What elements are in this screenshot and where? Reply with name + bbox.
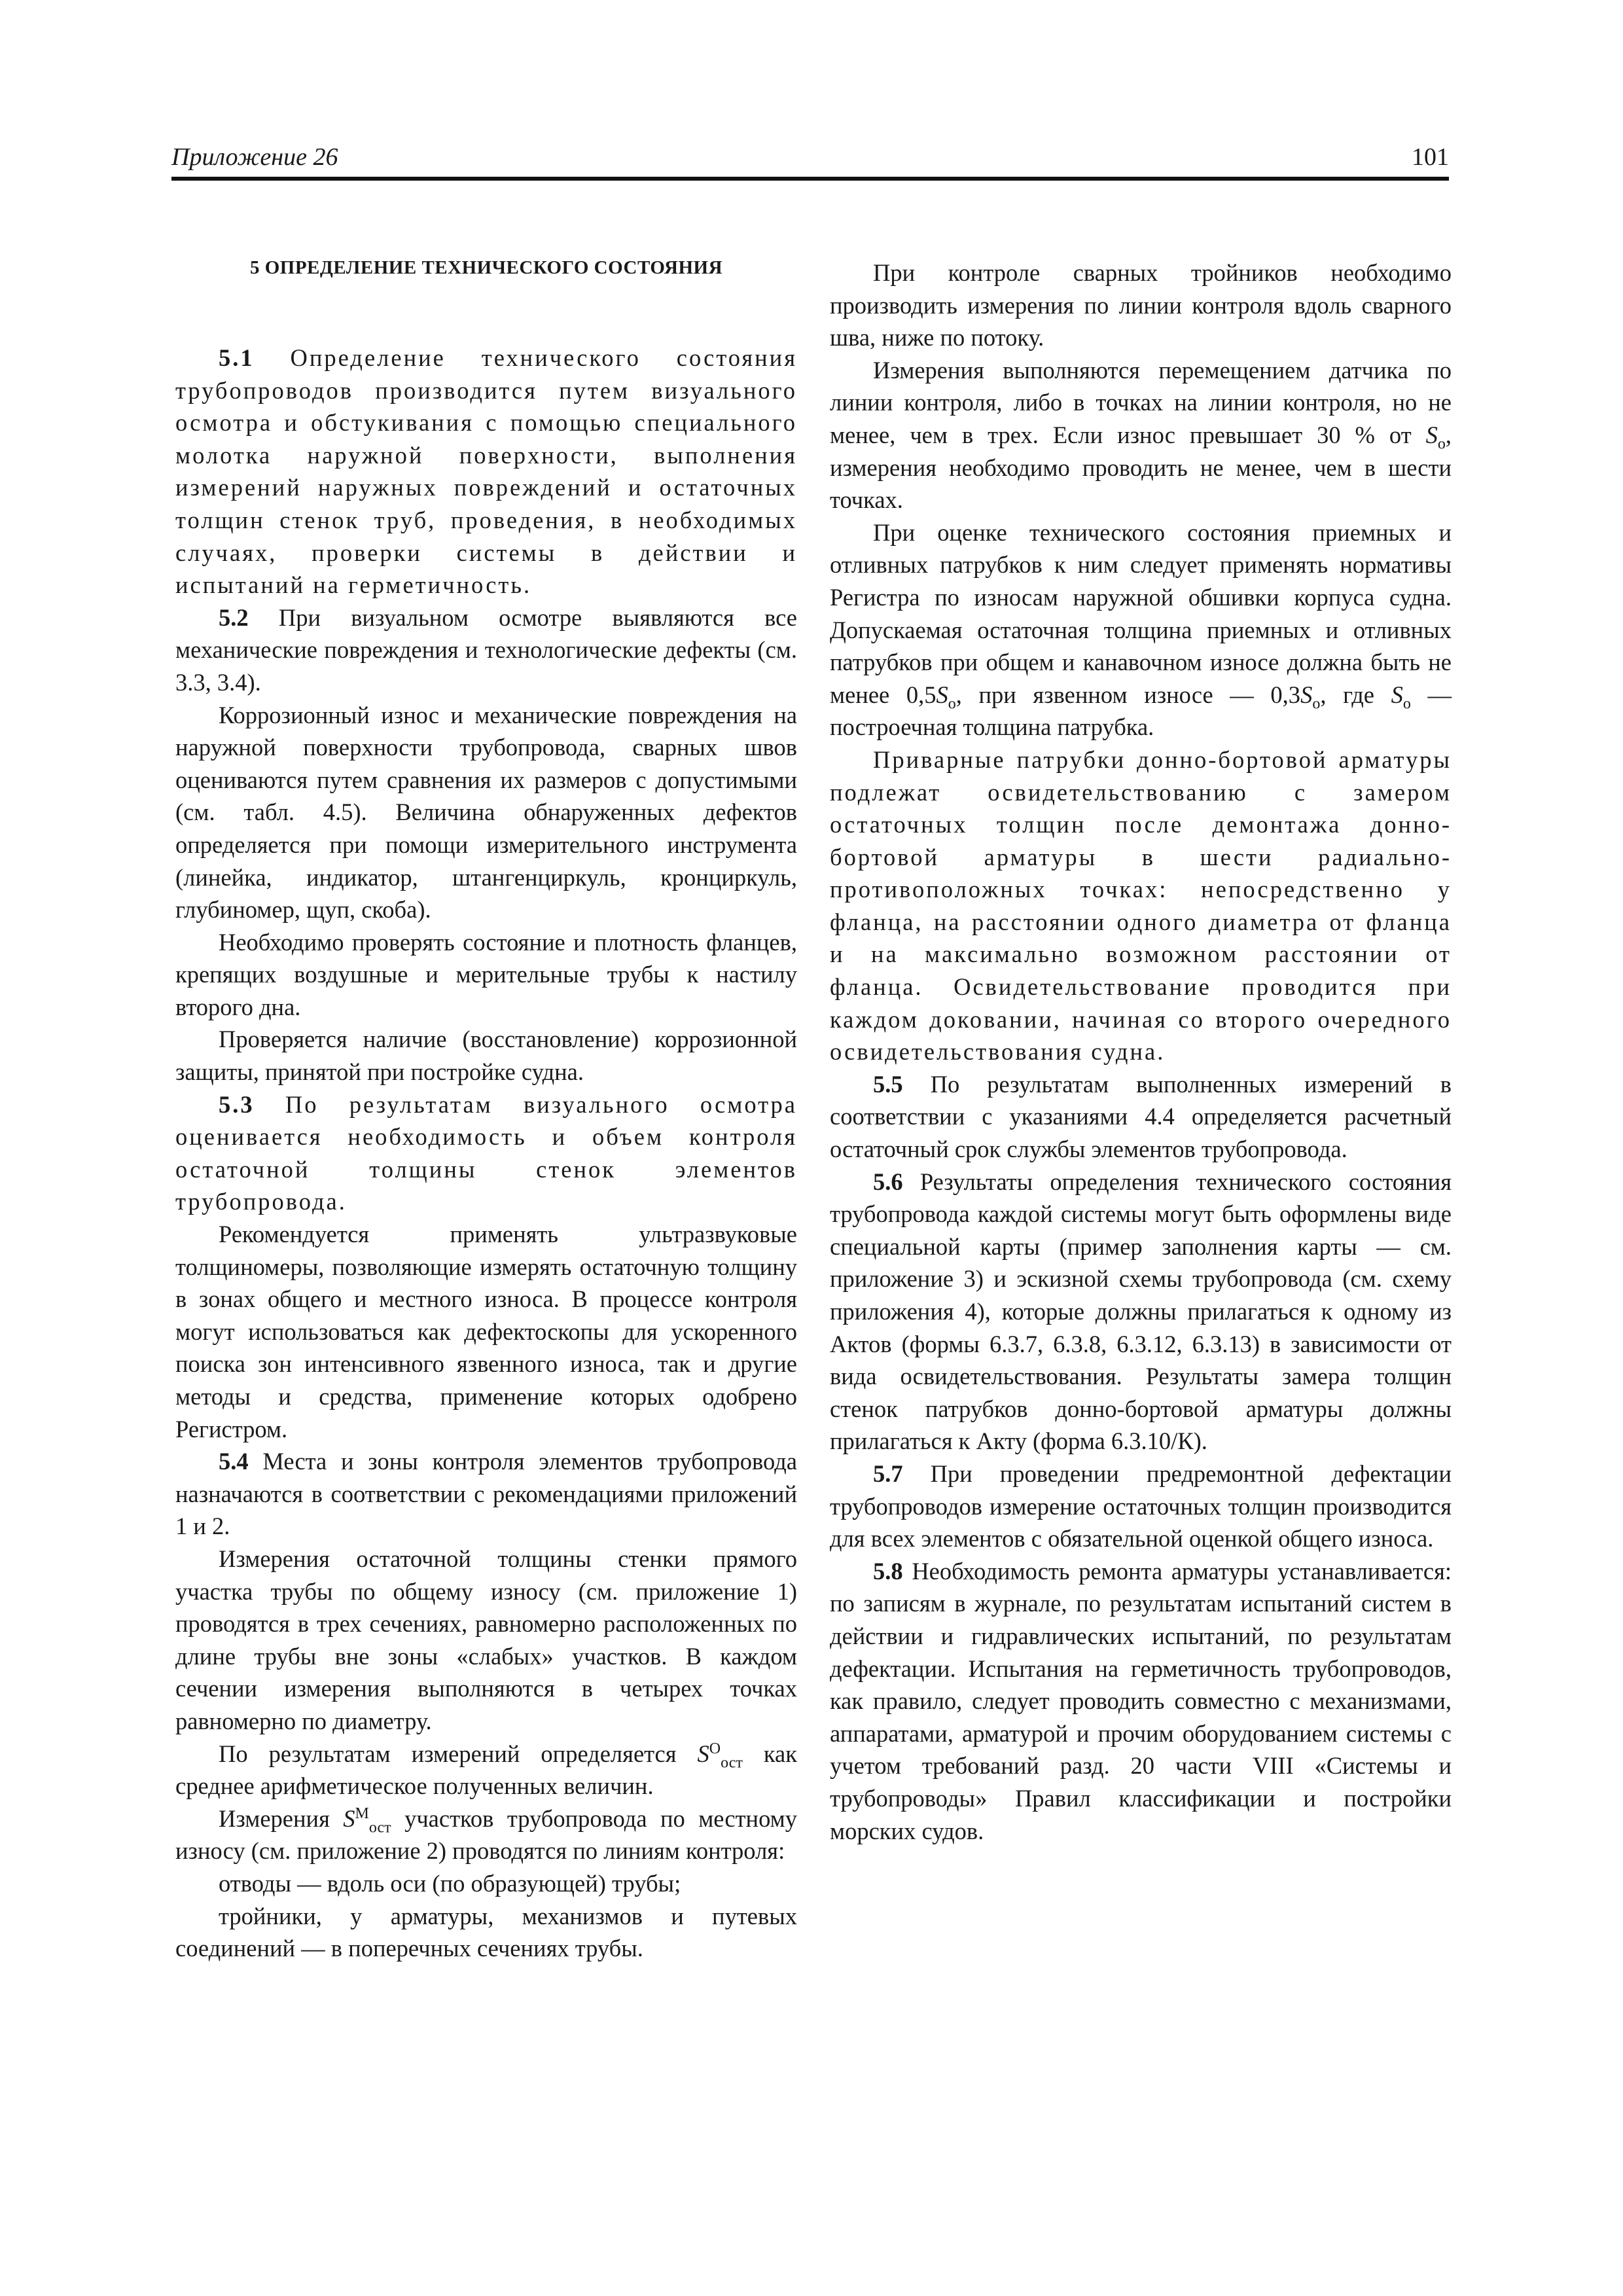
superscript: М — [355, 1804, 369, 1822]
paragraph-text: Места и зоны контроля элементов трубопровода назначаются в соответствии с рекомендациями приложений 1 и 2. — [175, 1448, 797, 1540]
clause-number: 5.5 — [873, 1070, 903, 1098]
paragraph-text: , где — [1320, 681, 1391, 708]
paragraph-text: , измерения необходимо проводить не менее, чем в шести точках. — [830, 421, 1452, 514]
subscript: ост — [721, 1753, 743, 1771]
paragraph-5-6 — [830, 1166, 1452, 1458]
paragraph — [830, 516, 1452, 744]
clause-number: 5.3 — [219, 1090, 255, 1118]
running-title: Приложение 26 — [171, 143, 338, 171]
paragraph — [175, 1803, 797, 1867]
symbol-s: S — [697, 1740, 709, 1767]
clause-number: 5.2 — [219, 603, 249, 631]
clause-number: 5.7 — [873, 1460, 903, 1487]
symbol-s: S — [1391, 681, 1403, 708]
page-header — [171, 143, 1449, 181]
paragraph: тройники, у арматуры, механизмов и путевых соединений — в поперечных сечениях трубы. — [175, 1902, 797, 1962]
clause-number: 5.4 — [219, 1448, 249, 1475]
paragraph-text: как среднее арифметическое полученных величин. — [175, 1740, 797, 1800]
paragraph-text: При оценке технического состояния приемных и отливных патрубков к ним следует применять нормативы Регистра по износам наружной обшивки корпуса судна. Допускаемая остаточная толщина приемных и отливных патрубков при общем и канавочном износе должна быть не менее 0,5 — [830, 518, 1452, 708]
paragraph-text: При визуальном осмотре выявляются все механические повреждения и технологические дефекты (см. 3.3, 3.4). — [175, 603, 797, 696]
paragraph-text: участков трубопровода по местному износу (см. приложение 2) проводятся по линиям контроля: — [175, 1804, 797, 1865]
clause-number: 5.1 — [219, 344, 255, 371]
paragraph-5-3 — [175, 1088, 797, 1218]
paragraph: Коррозионный износ и механические повреждения на наружной поверхности трубопровода, сварных швов оцениваются путем сравнения их размеров с допустимыми (см. табл. 4.5). Величина обнаруженных дефектов определяется при помощи измерительного инструмента (линейка, индикатор, штангенциркуль, кронциркуль, глубиномер, щуп, скоба). — [175, 701, 797, 924]
subscript: о — [1312, 695, 1321, 713]
paragraph-5-2 — [175, 601, 797, 699]
paragraph: отводы — вдоль оси (по образующей) трубы; — [219, 1869, 681, 1897]
paragraph: Приварные патрубки донно-бортовой арматуры подлежат освидетельствованию с замером остаточных толщин после демонтажа донно-бортовой арматуры в шести радиально-противоположных точках: непосредственно у фланца, на расстоянии одного диаметра от фланца и на максимально возможном расстоянии от фланца. Освидетельствование проводится при каждом доковании, начиная со второго очередного освидетельствования судна. — [830, 745, 1452, 1066]
paragraph-text: Результаты определения технического состояния трубопровода каждой системы могут быть оформлены виде специальной карты (пример заполнения карты — см. приложение 3) и эскизной схемы трубопровода (см. схему приложения 4), которые должны прилагаться к одному из Актов (формы 6.3.7, 6.3.8, 6.3.12, 6.3.13) в зависимости от вида освидетельствования. Результаты замера толщин стенок патрубков донно-бортовой арматуры должны прилагаться к Акту (форма 6.3.10/К). — [830, 1168, 1452, 1455]
paragraph: Проверяется наличие (восстановление) коррозионной защиты, принятой при постройке судна. — [175, 1026, 797, 1086]
section-title: 5 ОПРЕДЕЛЕНИЕ ТЕХНИЧЕСКОГО СОСТОЯНИЯ — [249, 257, 723, 278]
symbol-s: S — [343, 1804, 355, 1832]
paragraph-5-7 — [830, 1458, 1452, 1555]
paragraph-text: Измерения — [219, 1804, 344, 1832]
paragraph-text: Необходимость ремонта арматуры устанавливается: по записям в журнале, по результатам испытаний систем в действии и гидравлических испытаний, по результатам дефектации. Испытания на герметичность трубопроводов, как правило, следует проводить совместно с механизмами, аппаратами, арматурой и прочим оборудованием системы с учетом требований разд. 20 части VIII «Системы и трубопроводы» Правил классификации и постройки морских судов. — [830, 1557, 1452, 1844]
paragraph-text: Определение технического состояния трубопроводов производится путем визуального осмотра и обстукивания с помощью специального молотка наружной поверхности, выполнения измерений наружных повреждений и остаточных толщин стенок труб, проведения, в необходимых случаях, проверки системы в действии и испытаний на герметичность. — [175, 344, 797, 599]
paragraph-text: — построечная толщина патрубка. — [830, 681, 1452, 741]
paragraph: Измерения остаточной толщины стенки прямого участка трубы по общему износу (см. приложение 1) проводятся в трех сечениях, равномерно расположенных по длине трубы вне зоны «слабых» участков. В каждом сечении измерения выполняются в четырех точках равномерно по диаметру. — [175, 1545, 797, 1734]
paragraph-text: По результатам визуального осмотра оценивается необходимость и объем контроля остаточной толщины стенок элементов трубопровода. — [175, 1090, 797, 1215]
page-number: 101 — [1412, 143, 1449, 171]
paragraph-text: По результатам выполненных измерений в соответствии с указаниями 4.4 определяется расчетный остаточный срок службы элементов трубопровода. — [830, 1070, 1452, 1163]
superscript: О — [709, 1740, 721, 1757]
paragraph: Необходимо проверять состояние и плотность фланцев, крепящих воздушные и мерительные трубы к настилу второго дна. — [175, 928, 797, 1020]
subscript: ост — [368, 1819, 391, 1837]
paragraph-5-1 — [175, 342, 797, 601]
paragraph-5-4 — [175, 1445, 797, 1543]
subscript: о — [1402, 695, 1411, 713]
clause-number: 5.6 — [873, 1168, 903, 1195]
paragraph-text: , при язвенном износе — 0,3 — [955, 681, 1301, 708]
paragraph — [830, 354, 1452, 516]
subscript: о — [1437, 435, 1446, 453]
clause-number: 5.8 — [873, 1557, 903, 1585]
paragraph-5-5 — [830, 1068, 1452, 1166]
right-column — [830, 257, 1452, 1847]
paragraph-text: Измерения выполняются перемещением датчика по линии контроля, либо в точках на линии контроля, но не менее, чем в трех. Если износ превышает 30 % от — [830, 356, 1452, 448]
paragraph-5-8 — [830, 1555, 1452, 1847]
symbol-s: S — [936, 681, 948, 708]
paragraph-text: При проведении предремонтной дефектации трубопроводов измерение остаточных толщин производится для всех элементов с обязательной оценкой общего износа. — [830, 1460, 1452, 1552]
symbol-s: S — [1425, 421, 1438, 448]
paragraph — [175, 1738, 797, 1803]
paragraph: Рекомендуется применять ультразвуковые толщиномеры, позволяющие измерять остаточную толщину в зонах общего и местного износа. В процессе контроля могут использоваться как дефектоскопы для ускоренного поиска зон интенсивного язвенного износа, так и другие методы и средства, применение которых одобрено Регистром. — [175, 1221, 797, 1443]
paragraph: При контроле сварных тройников необходимо производить измерения по линии контроля вдоль сварного шва, ниже по потоку. — [830, 259, 1452, 351]
left-column — [175, 252, 797, 1965]
subscript: о — [948, 695, 956, 713]
paragraph-text: По результатам измерений определяется — [219, 1740, 698, 1767]
symbol-s: S — [1300, 681, 1313, 708]
